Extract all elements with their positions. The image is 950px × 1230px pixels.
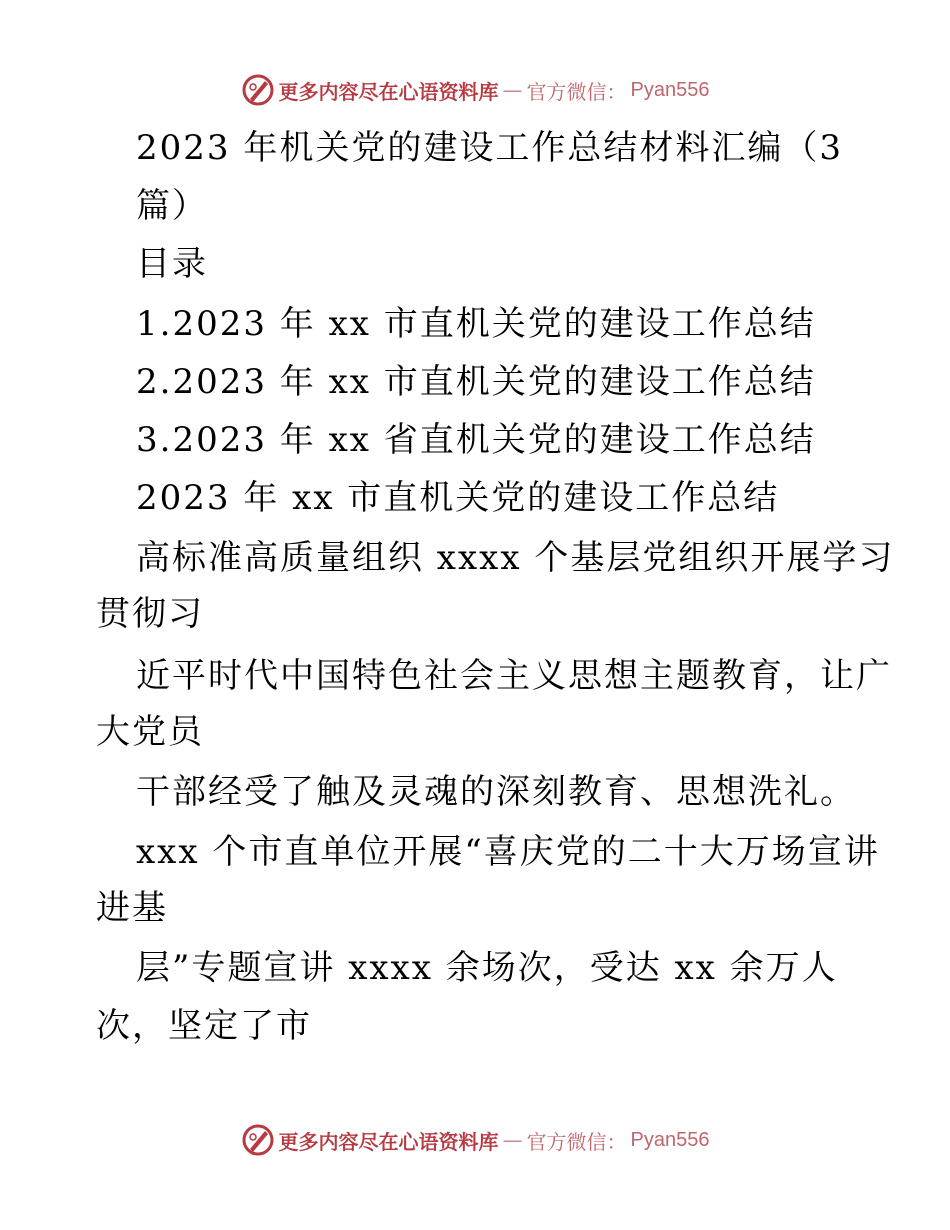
banner-sub-text: 官方微信： [526, 79, 627, 104]
banner-main-text: 更多内容尽在心语资料库 [278, 79, 499, 104]
title-line-1: 2023 年机关党的建设工作总结材料汇编（3 [136, 128, 843, 168]
paragraph-line: 贯彻习 [96, 594, 204, 634]
paragraph-line: 次，坚定了市 [96, 1006, 312, 1046]
banner-sub-text: 官方微信： [526, 1129, 627, 1154]
header-banner [0, 70, 950, 110]
paragraph-line: xxx 个市直单位开展“喜庆党的二十大万场宣讲 [136, 832, 880, 872]
banner-dash: — [502, 78, 523, 102]
pen-logo-icon [241, 73, 275, 107]
paragraph-line: 层”专题宣讲 xxxx 余场次，受达 xx 余万人 [136, 948, 838, 988]
footer-banner [0, 1120, 950, 1160]
banner-wechat-id: Pyan556 [630, 78, 710, 101]
banner-wechat-id: Pyan556 [630, 1128, 710, 1151]
paragraph-line: 近平时代中国特色社会主义思想主题教育，让广 [136, 656, 892, 696]
banner-dash: — [502, 1128, 523, 1152]
section-heading: 2023 年 xx 市直机关党的建设工作总结 [136, 478, 780, 518]
banner-main-text: 更多内容尽在心语资料库 [278, 1129, 499, 1154]
pen-logo-icon [241, 1123, 275, 1157]
paragraph-line: 大党员 [96, 712, 204, 752]
paragraph-line: 进基 [96, 888, 168, 928]
toc-item-1: 1.2023 年 xx 市直机关党的建设工作总结 [136, 304, 816, 344]
toc-item-3: 3.2023 年 xx 省直机关党的建设工作总结 [136, 420, 816, 460]
title-line-2: 篇） [136, 186, 208, 226]
paragraph-line: 干部经受了触及灵魂的深刻教育、思想洗礼。 [136, 772, 856, 812]
toc-heading: 目录 [136, 244, 208, 284]
toc-item-2: 2.2023 年 xx 市直机关党的建设工作总结 [136, 362, 816, 402]
paragraph-line: 高标准高质量组织 xxxx 个基层党组织开展学习 [136, 538, 895, 578]
